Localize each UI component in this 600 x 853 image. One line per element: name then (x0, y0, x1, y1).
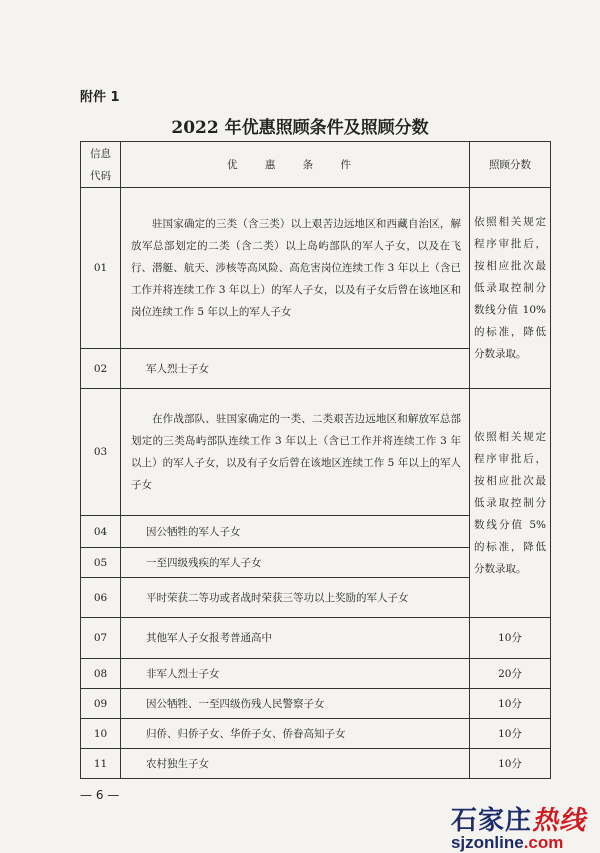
row-condition: 在作战部队、驻国家确定的一类、二类艰苦边远地区和解放军总部划定的三类岛屿部队连续工作 3 年以上（含已工作并将连续工作 3 年以上）的军人子女，以及有子女后曾在该地区连续工作 5 年以上的军人子女 (121, 389, 470, 516)
table-row (81, 719, 551, 749)
attachment-label: 附件 1 (80, 90, 120, 105)
row-condition: 其他军人子女报考普通高中 (121, 618, 470, 659)
row-condition: 农村独生子女 (121, 749, 470, 779)
row-score: 10分 (470, 749, 551, 779)
row-score: 10分 (470, 618, 551, 659)
row-code: 11 (81, 749, 121, 779)
watermark-url-part2: .com (523, 833, 564, 852)
merged-score-03-06: 依照相关规定程序审批后，按相应批次最低录取控制分数线分值 5%的标准，降低分数录取。 (470, 389, 551, 618)
header-condition: 优 惠 条 件 (121, 142, 470, 188)
row-code: 07 (81, 618, 121, 659)
row-code: 09 (81, 689, 121, 719)
header-score: 照顾分数 (470, 142, 551, 188)
table-row (81, 389, 551, 516)
table-row (81, 689, 551, 719)
row-condition: 非军人烈士子女 (121, 659, 470, 689)
table-row (81, 618, 551, 659)
table-row (81, 749, 551, 779)
row-code: 01 (81, 188, 121, 349)
row-code: 10 (81, 719, 121, 749)
row-condition: 军人烈士子女 (121, 349, 470, 389)
site-watermark (451, 800, 586, 853)
row-condition: 驻国家确定的三类（含三类）以上艰苦边远地区和西藏自治区，解放军总部划定的二类（含二类）以上岛屿部队的军人子女，以及在飞行、潜艇、航天、涉核等高风险、高危害岗位连续工作 3 年以上（含已工作并将连续工作 3 年以上）的军人子女，以及有子女后曾在该地区和岗位连续工作 5 年以上的军人子女 (121, 188, 470, 349)
merged-score-01-02: 依照相关规定程序审批后，按相应批次最低录取控制分数线分值 10%的标准，降低分数录取。 (470, 188, 551, 389)
page-number: — 6 — (80, 788, 120, 802)
conditions-table (80, 141, 551, 779)
watermark-name (451, 800, 586, 837)
header-code: 信息代码 (81, 142, 121, 188)
watermark-name-part2: 热线 (531, 806, 586, 836)
row-code: 02 (81, 349, 121, 389)
row-condition: 平时荣获二等功或者战时荣获三等功以上奖励的军人子女 (121, 578, 470, 618)
watermark-name-part1: 石家庄 (450, 806, 532, 836)
table-row (81, 659, 551, 689)
row-code: 04 (81, 516, 121, 548)
table-header-row (81, 142, 551, 188)
watermark-url-part1: sjzonline (450, 833, 524, 852)
row-score: 20分 (470, 659, 551, 689)
row-score: 10分 (470, 689, 551, 719)
row-code: 08 (81, 659, 121, 689)
row-score: 10分 (470, 719, 551, 749)
row-condition: 归侨、归侨子女、华侨子女、侨眷高知子女 (121, 719, 470, 749)
row-condition: 因公牺牲、一至四级伤残人民警察子女 (121, 689, 470, 719)
row-code: 06 (81, 578, 121, 618)
row-condition: 因公牺牲的军人子女 (121, 516, 470, 548)
document-title: 2022 年优惠照顾条件及照顾分数 (171, 118, 429, 138)
row-code: 05 (81, 548, 121, 578)
row-code: 03 (81, 389, 121, 516)
table-row (81, 188, 551, 349)
row-condition: 一至四级残疾的军人子女 (121, 548, 470, 578)
